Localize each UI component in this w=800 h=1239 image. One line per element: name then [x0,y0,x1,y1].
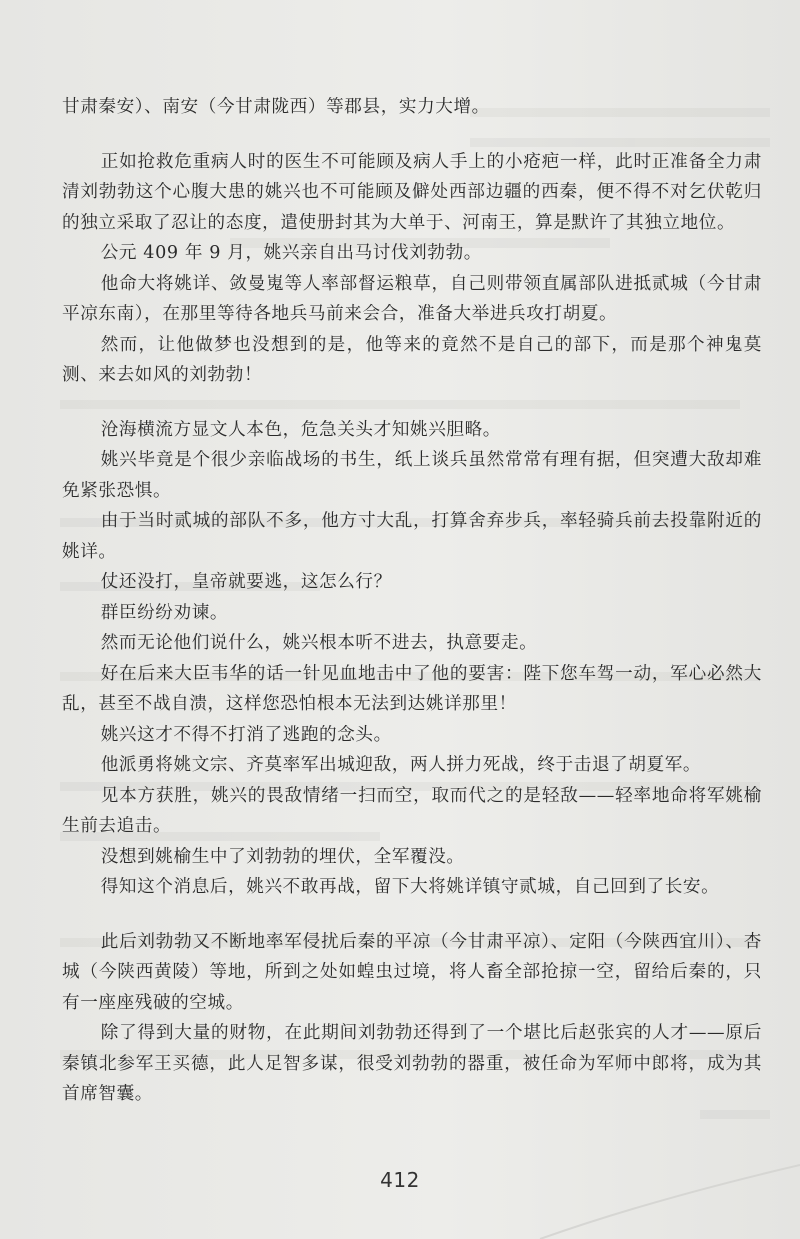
paragraph: 除了得到大量的财物，在此期间刘勃勃还得到了一个堪比后赵张宾的人才——原后秦镇北参军王买德，此人足智多谋，很受刘勃勃的器重，被任命为军师中郎将，成为其首席智囊。 [62,1023,762,1104]
page-number: 412 [380,1168,420,1192]
paragraph: 沧海横流方显文人本色，危急关头才知姚兴胆略。 [100,419,501,440]
paragraph: 公元 409 年 9 月，姚兴亲自出马讨伐刘勃勃。 [100,243,482,263]
paragraph: 仗还没打，皇帝就要逃，这怎么行？ [100,572,392,592]
paragraph: 没想到姚榆生中了刘勃勃的埋伏，全军覆没。 [100,846,465,867]
paragraph: 然而无论他们说什么，姚兴根本听不进去，执意要走。 [100,633,538,653]
paragraph: 然而，让他做梦也没想到的是，他等来的竟然不是自己的部下，而是那个神鬼莫测、来去如风的刘勃勃！ [62,334,762,385]
paragraph: 他派勇将姚文宗、齐莫率军出城迎敌，两人拼力死战，终于击退了胡夏军。 [100,755,702,775]
paragraph: 由于当时贰城的部队不多，他方寸大乱，打算舍弃步兵，率轻骑兵前去投靠附近的姚详。 [62,511,762,562]
paragraph: 得知这个消息后，姚兴不敢再战，留下大将姚详镇守贰城，自己回到了长安。 [100,877,720,897]
paragraph: 姚兴毕竟是个很少亲临战场的书生，纸上谈兵虽然常常有理有据，但突遭大敌却难免紧张恐惧。 [62,450,762,501]
paragraph: 见本方获胜，姚兴的畏敌情绪一扫而空，取而代之的是轻敌——轻率地命将军姚榆生前去追击。 [62,785,762,836]
paragraph: 他命大将姚详、敛曼嵬等人率部督运粮草，自己则带领直属部队进抵贰城（今甘肃平凉东南），在那里等待各地兵马前来会合，准备大举进兵攻打胡夏。 [62,273,762,324]
body-text [62,92,762,1110]
paragraph: 群臣纷纷劝谏。 [100,602,229,623]
paragraph: 好在后来大臣韦华的话一针见血地击中了他的要害：陛下您车驾一动，军心必然大乱，甚至不战自溃，这样您恐怕根本无法到达姚详那里！ [62,663,762,714]
paragraph: 此后刘勃勃又不断地率军侵扰后秦的平凉（今甘肃平凉）、定阳（今陕西宜川）、杏城（今陕西黄陵）等地，所到之处如蝗虫过境，将人畜全部抢掠一空，留给后秦的，只有一座座残破的空城。 [62,931,762,1013]
paragraph: 正如抢救危重病人时的医生不可能顾及病人手上的小疮疤一样，此时正准备全力肃清刘勃勃这个心腹大患的姚兴也不可能顾及僻处西部边疆的西秦，便不得不对乞伏乾归的独立采取了忍让的态度，遣使册封其为大单于、河南王，算是默许了其独立地位。 [62,151,762,233]
paragraph: 甘肃秦安）、南安（今甘肃陇西）等郡县，实力大增。 [62,97,490,117]
paragraph: 姚兴这才不得不打消了逃跑的念头。 [100,724,392,745]
